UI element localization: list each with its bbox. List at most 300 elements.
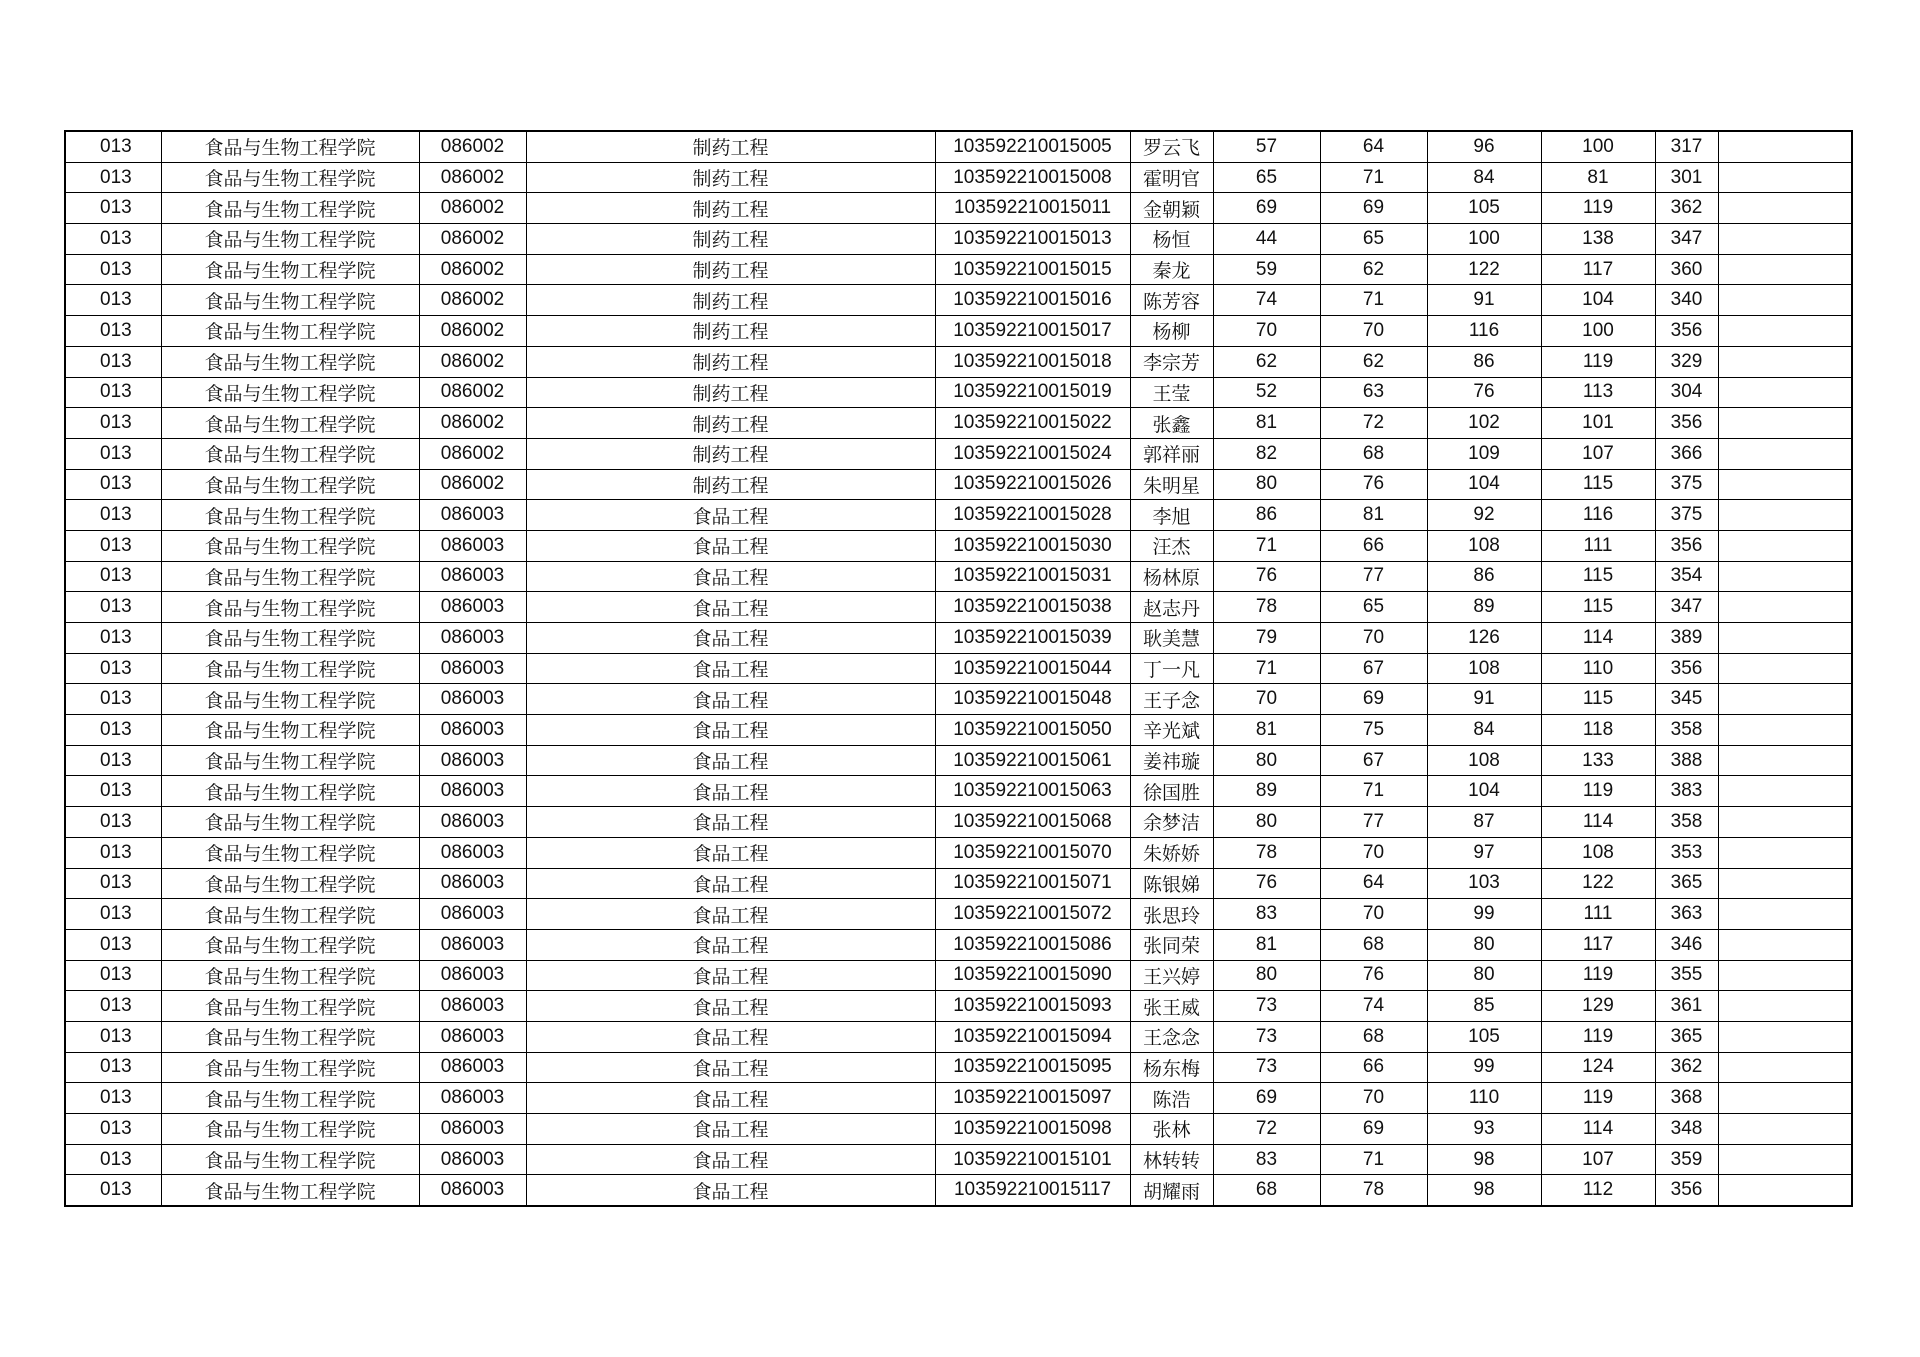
score-2-cell: 71 [1320,776,1427,807]
college-code-cell: 013 [65,469,161,500]
major-name-cell: 食品工程 [526,837,935,868]
remark-cell [1718,1144,1852,1175]
college-name-cell: 食品与生物工程学院 [161,438,419,469]
total-score-cell: 356 [1655,316,1718,347]
table-row [65,623,1852,654]
student-name-cell: 陈银娣 [1130,868,1213,899]
major-name-cell: 食品工程 [526,1144,935,1175]
student-name-cell: 王念念 [1130,1021,1213,1052]
college-code-cell: 013 [65,561,161,592]
exam-id-cell: 103592210015097 [935,1083,1130,1114]
table-row [65,438,1852,469]
score-3-cell: 85 [1427,991,1541,1022]
score-1-cell: 78 [1213,592,1320,623]
major-code-cell: 086003 [419,530,526,561]
major-code-cell: 086003 [419,592,526,623]
score-3-cell: 105 [1427,1021,1541,1052]
score-3-cell: 84 [1427,715,1541,746]
major-code-cell: 086002 [419,316,526,347]
exam-id-cell: 103592210015071 [935,868,1130,899]
score-4-cell: 111 [1541,899,1655,930]
major-code-cell: 086003 [419,1052,526,1083]
college-name-cell: 食品与生物工程学院 [161,745,419,776]
score-4-cell: 100 [1541,316,1655,347]
major-name-cell: 食品工程 [526,653,935,684]
table-body [65,131,1852,1206]
score-1-cell: 52 [1213,377,1320,408]
student-name-cell: 罗云飞 [1130,131,1213,162]
table-row [65,1021,1852,1052]
student-name-cell: 赵志丹 [1130,592,1213,623]
college-name-cell: 食品与生物工程学院 [161,623,419,654]
student-name-cell: 霍明官 [1130,162,1213,193]
score-2-cell: 67 [1320,653,1427,684]
score-2-cell: 68 [1320,438,1427,469]
score-1-cell: 68 [1213,1175,1320,1206]
score-3-cell: 109 [1427,438,1541,469]
score-2-cell: 71 [1320,285,1427,316]
college-name-cell: 食品与生物工程学院 [161,776,419,807]
major-code-cell: 086003 [419,500,526,531]
total-score-cell: 360 [1655,254,1718,285]
major-name-cell: 食品工程 [526,1083,935,1114]
score-4-cell: 115 [1541,561,1655,592]
score-3-cell: 80 [1427,929,1541,960]
score-2-cell: 69 [1320,1114,1427,1145]
remark-cell [1718,653,1852,684]
major-name-cell: 制药工程 [526,131,935,162]
college-code-cell: 013 [65,193,161,224]
score-2-cell: 70 [1320,837,1427,868]
table-row [65,377,1852,408]
major-code-cell: 086002 [419,377,526,408]
major-code-cell: 086003 [419,1021,526,1052]
table-row [65,1114,1852,1145]
major-code-cell: 086002 [419,469,526,500]
college-code-cell: 013 [65,254,161,285]
score-1-cell: 70 [1213,316,1320,347]
score-4-cell: 115 [1541,469,1655,500]
student-name-cell: 丁一凡 [1130,653,1213,684]
table-row [65,285,1852,316]
table-row [65,991,1852,1022]
major-code-cell: 086003 [419,561,526,592]
major-name-cell: 制药工程 [526,469,935,500]
remark-cell [1718,684,1852,715]
college-name-cell: 食品与生物工程学院 [161,193,419,224]
student-name-cell: 张林 [1130,1114,1213,1145]
table-row [65,561,1852,592]
exam-id-cell: 103592210015022 [935,408,1130,439]
major-name-cell: 食品工程 [526,684,935,715]
college-code-cell: 013 [65,868,161,899]
table-row [65,776,1852,807]
exam-id-cell: 103592210015013 [935,224,1130,255]
score-3-cell: 93 [1427,1114,1541,1145]
major-name-cell: 食品工程 [526,899,935,930]
total-score-cell: 347 [1655,224,1718,255]
remark-cell [1718,1083,1852,1114]
score-3-cell: 96 [1427,131,1541,162]
score-1-cell: 80 [1213,469,1320,500]
score-2-cell: 66 [1320,530,1427,561]
college-name-cell: 食品与生物工程学院 [161,929,419,960]
score-1-cell: 78 [1213,837,1320,868]
remark-cell [1718,193,1852,224]
student-name-cell: 张王威 [1130,991,1213,1022]
table-row [65,868,1852,899]
remark-cell [1718,837,1852,868]
college-code-cell: 013 [65,1114,161,1145]
total-score-cell: 353 [1655,837,1718,868]
major-name-cell: 制药工程 [526,346,935,377]
table-row [65,193,1852,224]
exam-id-cell: 103592210015038 [935,592,1130,623]
score-2-cell: 64 [1320,131,1427,162]
remark-cell [1718,868,1852,899]
major-name-cell: 制药工程 [526,254,935,285]
score-2-cell: 74 [1320,991,1427,1022]
major-code-cell: 086002 [419,408,526,439]
major-code-cell: 086003 [419,745,526,776]
major-name-cell: 食品工程 [526,991,935,1022]
college-code-cell: 013 [65,776,161,807]
major-name-cell: 食品工程 [526,776,935,807]
student-name-cell: 杨柳 [1130,316,1213,347]
score-3-cell: 89 [1427,592,1541,623]
score-1-cell: 81 [1213,715,1320,746]
score-4-cell: 119 [1541,776,1655,807]
total-score-cell: 365 [1655,1021,1718,1052]
remark-cell [1718,715,1852,746]
college-name-cell: 食品与生物工程学院 [161,561,419,592]
score-4-cell: 119 [1541,960,1655,991]
major-name-cell: 食品工程 [526,561,935,592]
remark-cell [1718,776,1852,807]
total-score-cell: 375 [1655,500,1718,531]
exam-id-cell: 103592210015090 [935,960,1130,991]
major-code-cell: 086003 [419,653,526,684]
college-name-cell: 食品与生物工程学院 [161,162,419,193]
student-name-cell: 金朝颖 [1130,193,1213,224]
exam-id-cell: 103592210015094 [935,1021,1130,1052]
student-name-cell: 汪杰 [1130,530,1213,561]
score-3-cell: 99 [1427,1052,1541,1083]
total-score-cell: 359 [1655,1144,1718,1175]
score-3-cell: 98 [1427,1175,1541,1206]
table-row [65,316,1852,347]
score-2-cell: 65 [1320,592,1427,623]
student-name-cell: 李宗芳 [1130,346,1213,377]
score-3-cell: 76 [1427,377,1541,408]
score-4-cell: 119 [1541,1083,1655,1114]
score-4-cell: 119 [1541,1021,1655,1052]
score-3-cell: 100 [1427,224,1541,255]
total-score-cell: 329 [1655,346,1718,377]
college-name-cell: 食品与生物工程学院 [161,1144,419,1175]
student-name-cell: 秦龙 [1130,254,1213,285]
remark-cell [1718,346,1852,377]
exam-id-cell: 103592210015008 [935,162,1130,193]
college-code-cell: 013 [65,530,161,561]
major-code-cell: 086002 [419,131,526,162]
college-code-cell: 013 [65,653,161,684]
remark-cell [1718,623,1852,654]
total-score-cell: 347 [1655,592,1718,623]
score-2-cell: 77 [1320,561,1427,592]
score-2-cell: 67 [1320,745,1427,776]
major-name-cell: 制药工程 [526,408,935,439]
score-4-cell: 111 [1541,530,1655,561]
score-3-cell: 110 [1427,1083,1541,1114]
exam-id-cell: 103592210015024 [935,438,1130,469]
college-name-cell: 食品与生物工程学院 [161,224,419,255]
remark-cell [1718,929,1852,960]
student-name-cell: 林转转 [1130,1144,1213,1175]
exam-id-cell: 103592210015015 [935,254,1130,285]
college-code-cell: 013 [65,807,161,838]
student-name-cell: 朱娇娇 [1130,837,1213,868]
score-3-cell: 86 [1427,561,1541,592]
score-2-cell: 70 [1320,899,1427,930]
major-name-cell: 食品工程 [526,745,935,776]
college-name-cell: 食品与生物工程学院 [161,715,419,746]
score-1-cell: 70 [1213,684,1320,715]
college-code-cell: 013 [65,377,161,408]
remark-cell [1718,745,1852,776]
remark-cell [1718,561,1852,592]
college-name-cell: 食品与生物工程学院 [161,408,419,439]
total-score-cell: 301 [1655,162,1718,193]
score-4-cell: 117 [1541,254,1655,285]
major-name-cell: 制药工程 [526,193,935,224]
score-1-cell: 73 [1213,1021,1320,1052]
total-score-cell: 340 [1655,285,1718,316]
remark-cell [1718,1021,1852,1052]
remark-cell [1718,316,1852,347]
score-1-cell: 81 [1213,408,1320,439]
score-1-cell: 79 [1213,623,1320,654]
college-code-cell: 013 [65,438,161,469]
score-3-cell: 104 [1427,469,1541,500]
college-code-cell: 013 [65,162,161,193]
score-4-cell: 133 [1541,745,1655,776]
score-4-cell: 110 [1541,653,1655,684]
score-2-cell: 69 [1320,684,1427,715]
major-name-cell: 食品工程 [526,1052,935,1083]
score-1-cell: 80 [1213,807,1320,838]
score-3-cell: 126 [1427,623,1541,654]
college-name-cell: 食品与生物工程学院 [161,254,419,285]
score-3-cell: 91 [1427,684,1541,715]
college-name-cell: 食品与生物工程学院 [161,316,419,347]
score-2-cell: 63 [1320,377,1427,408]
score-2-cell: 78 [1320,1175,1427,1206]
major-code-cell: 086003 [419,684,526,715]
total-score-cell: 317 [1655,131,1718,162]
remark-cell [1718,530,1852,561]
remark-cell [1718,377,1852,408]
score-4-cell: 107 [1541,438,1655,469]
total-score-cell: 356 [1655,653,1718,684]
major-name-cell: 食品工程 [526,960,935,991]
score-4-cell: 113 [1541,377,1655,408]
score-2-cell: 68 [1320,929,1427,960]
student-name-cell: 杨恒 [1130,224,1213,255]
major-name-cell: 食品工程 [526,623,935,654]
exam-id-cell: 103592210015061 [935,745,1130,776]
remark-cell [1718,960,1852,991]
college-name-cell: 食品与生物工程学院 [161,1083,419,1114]
score-1-cell: 72 [1213,1114,1320,1145]
score-1-cell: 76 [1213,561,1320,592]
score-3-cell: 97 [1427,837,1541,868]
exam-id-cell: 103592210015030 [935,530,1130,561]
score-1-cell: 62 [1213,346,1320,377]
college-name-cell: 食品与生物工程学院 [161,500,419,531]
college-code-cell: 013 [65,1021,161,1052]
college-code-cell: 013 [65,623,161,654]
total-score-cell: 365 [1655,868,1718,899]
total-score-cell: 362 [1655,193,1718,224]
score-1-cell: 73 [1213,991,1320,1022]
major-code-cell: 086003 [419,868,526,899]
score-2-cell: 65 [1320,224,1427,255]
score-4-cell: 107 [1541,1144,1655,1175]
student-name-cell: 余梦洁 [1130,807,1213,838]
exam-id-cell: 103592210015063 [935,776,1130,807]
college-code-cell: 013 [65,715,161,746]
score-2-cell: 76 [1320,469,1427,500]
college-name-cell: 食品与生物工程学院 [161,807,419,838]
major-code-cell: 086002 [419,438,526,469]
table-row [65,408,1852,439]
college-code-cell: 013 [65,1083,161,1114]
score-1-cell: 59 [1213,254,1320,285]
student-name-cell: 朱明星 [1130,469,1213,500]
student-name-cell: 陈芳容 [1130,285,1213,316]
major-code-cell: 086003 [419,1144,526,1175]
exam-id-cell: 103592210015018 [935,346,1130,377]
score-4-cell: 119 [1541,193,1655,224]
major-code-cell: 086002 [419,254,526,285]
college-code-cell: 013 [65,991,161,1022]
table-row [65,715,1852,746]
score-4-cell: 115 [1541,684,1655,715]
score-1-cell: 83 [1213,899,1320,930]
student-name-cell: 姜祎璇 [1130,745,1213,776]
major-name-cell: 食品工程 [526,868,935,899]
score-1-cell: 74 [1213,285,1320,316]
college-code-cell: 013 [65,316,161,347]
major-name-cell: 食品工程 [526,1021,935,1052]
total-score-cell: 358 [1655,715,1718,746]
major-code-cell: 086003 [419,1083,526,1114]
score-1-cell: 69 [1213,193,1320,224]
score-3-cell: 104 [1427,776,1541,807]
total-score-cell: 356 [1655,408,1718,439]
score-4-cell: 124 [1541,1052,1655,1083]
student-name-cell: 张思玲 [1130,899,1213,930]
table-row [65,1083,1852,1114]
table-row [65,469,1852,500]
score-4-cell: 108 [1541,837,1655,868]
college-name-cell: 食品与生物工程学院 [161,837,419,868]
major-name-cell: 制药工程 [526,377,935,408]
major-code-cell: 086002 [419,193,526,224]
score-2-cell: 72 [1320,408,1427,439]
score-2-cell: 68 [1320,1021,1427,1052]
exam-id-cell: 103592210015050 [935,715,1130,746]
college-code-cell: 013 [65,592,161,623]
score-1-cell: 71 [1213,653,1320,684]
college-code-cell: 013 [65,285,161,316]
score-2-cell: 64 [1320,868,1427,899]
student-name-cell: 耿美慧 [1130,623,1213,654]
exam-id-cell: 103592210015098 [935,1114,1130,1145]
score-4-cell: 112 [1541,1175,1655,1206]
remark-cell [1718,285,1852,316]
score-2-cell: 70 [1320,623,1427,654]
exam-id-cell: 103592210015026 [935,469,1130,500]
student-name-cell: 杨东梅 [1130,1052,1213,1083]
student-name-cell: 胡耀雨 [1130,1175,1213,1206]
student-name-cell: 辛光斌 [1130,715,1213,746]
score-2-cell: 76 [1320,960,1427,991]
college-name-cell: 食品与生物工程学院 [161,377,419,408]
table-row [65,1144,1852,1175]
major-code-cell: 086003 [419,899,526,930]
table-row [65,653,1852,684]
student-name-cell: 陈浩 [1130,1083,1213,1114]
major-name-cell: 食品工程 [526,592,935,623]
score-2-cell: 62 [1320,254,1427,285]
score-4-cell: 104 [1541,285,1655,316]
exam-id-cell: 103592210015031 [935,561,1130,592]
college-name-cell: 食品与生物工程学院 [161,1052,419,1083]
student-name-cell: 张鑫 [1130,408,1213,439]
total-score-cell: 366 [1655,438,1718,469]
college-code-cell: 013 [65,346,161,377]
score-4-cell: 116 [1541,500,1655,531]
college-name-cell: 食品与生物工程学院 [161,1021,419,1052]
table-row [65,837,1852,868]
table-row [65,745,1852,776]
exam-id-cell: 103592210015070 [935,837,1130,868]
remark-cell [1718,469,1852,500]
major-code-cell: 086003 [419,776,526,807]
college-code-cell: 013 [65,500,161,531]
college-name-cell: 食品与生物工程学院 [161,530,419,561]
college-name-cell: 食品与生物工程学院 [161,1175,419,1206]
total-score-cell: 346 [1655,929,1718,960]
major-code-cell: 086003 [419,623,526,654]
table-row [65,807,1852,838]
table-row [65,224,1852,255]
score-3-cell: 122 [1427,254,1541,285]
score-1-cell: 86 [1213,500,1320,531]
major-name-cell: 食品工程 [526,530,935,561]
remark-cell [1718,592,1852,623]
student-name-cell: 郭祥丽 [1130,438,1213,469]
score-4-cell: 129 [1541,991,1655,1022]
student-name-cell: 王子念 [1130,684,1213,715]
score-4-cell: 115 [1541,592,1655,623]
table-row [65,254,1852,285]
major-code-cell: 086002 [419,162,526,193]
remark-cell [1718,991,1852,1022]
table-row [65,929,1852,960]
